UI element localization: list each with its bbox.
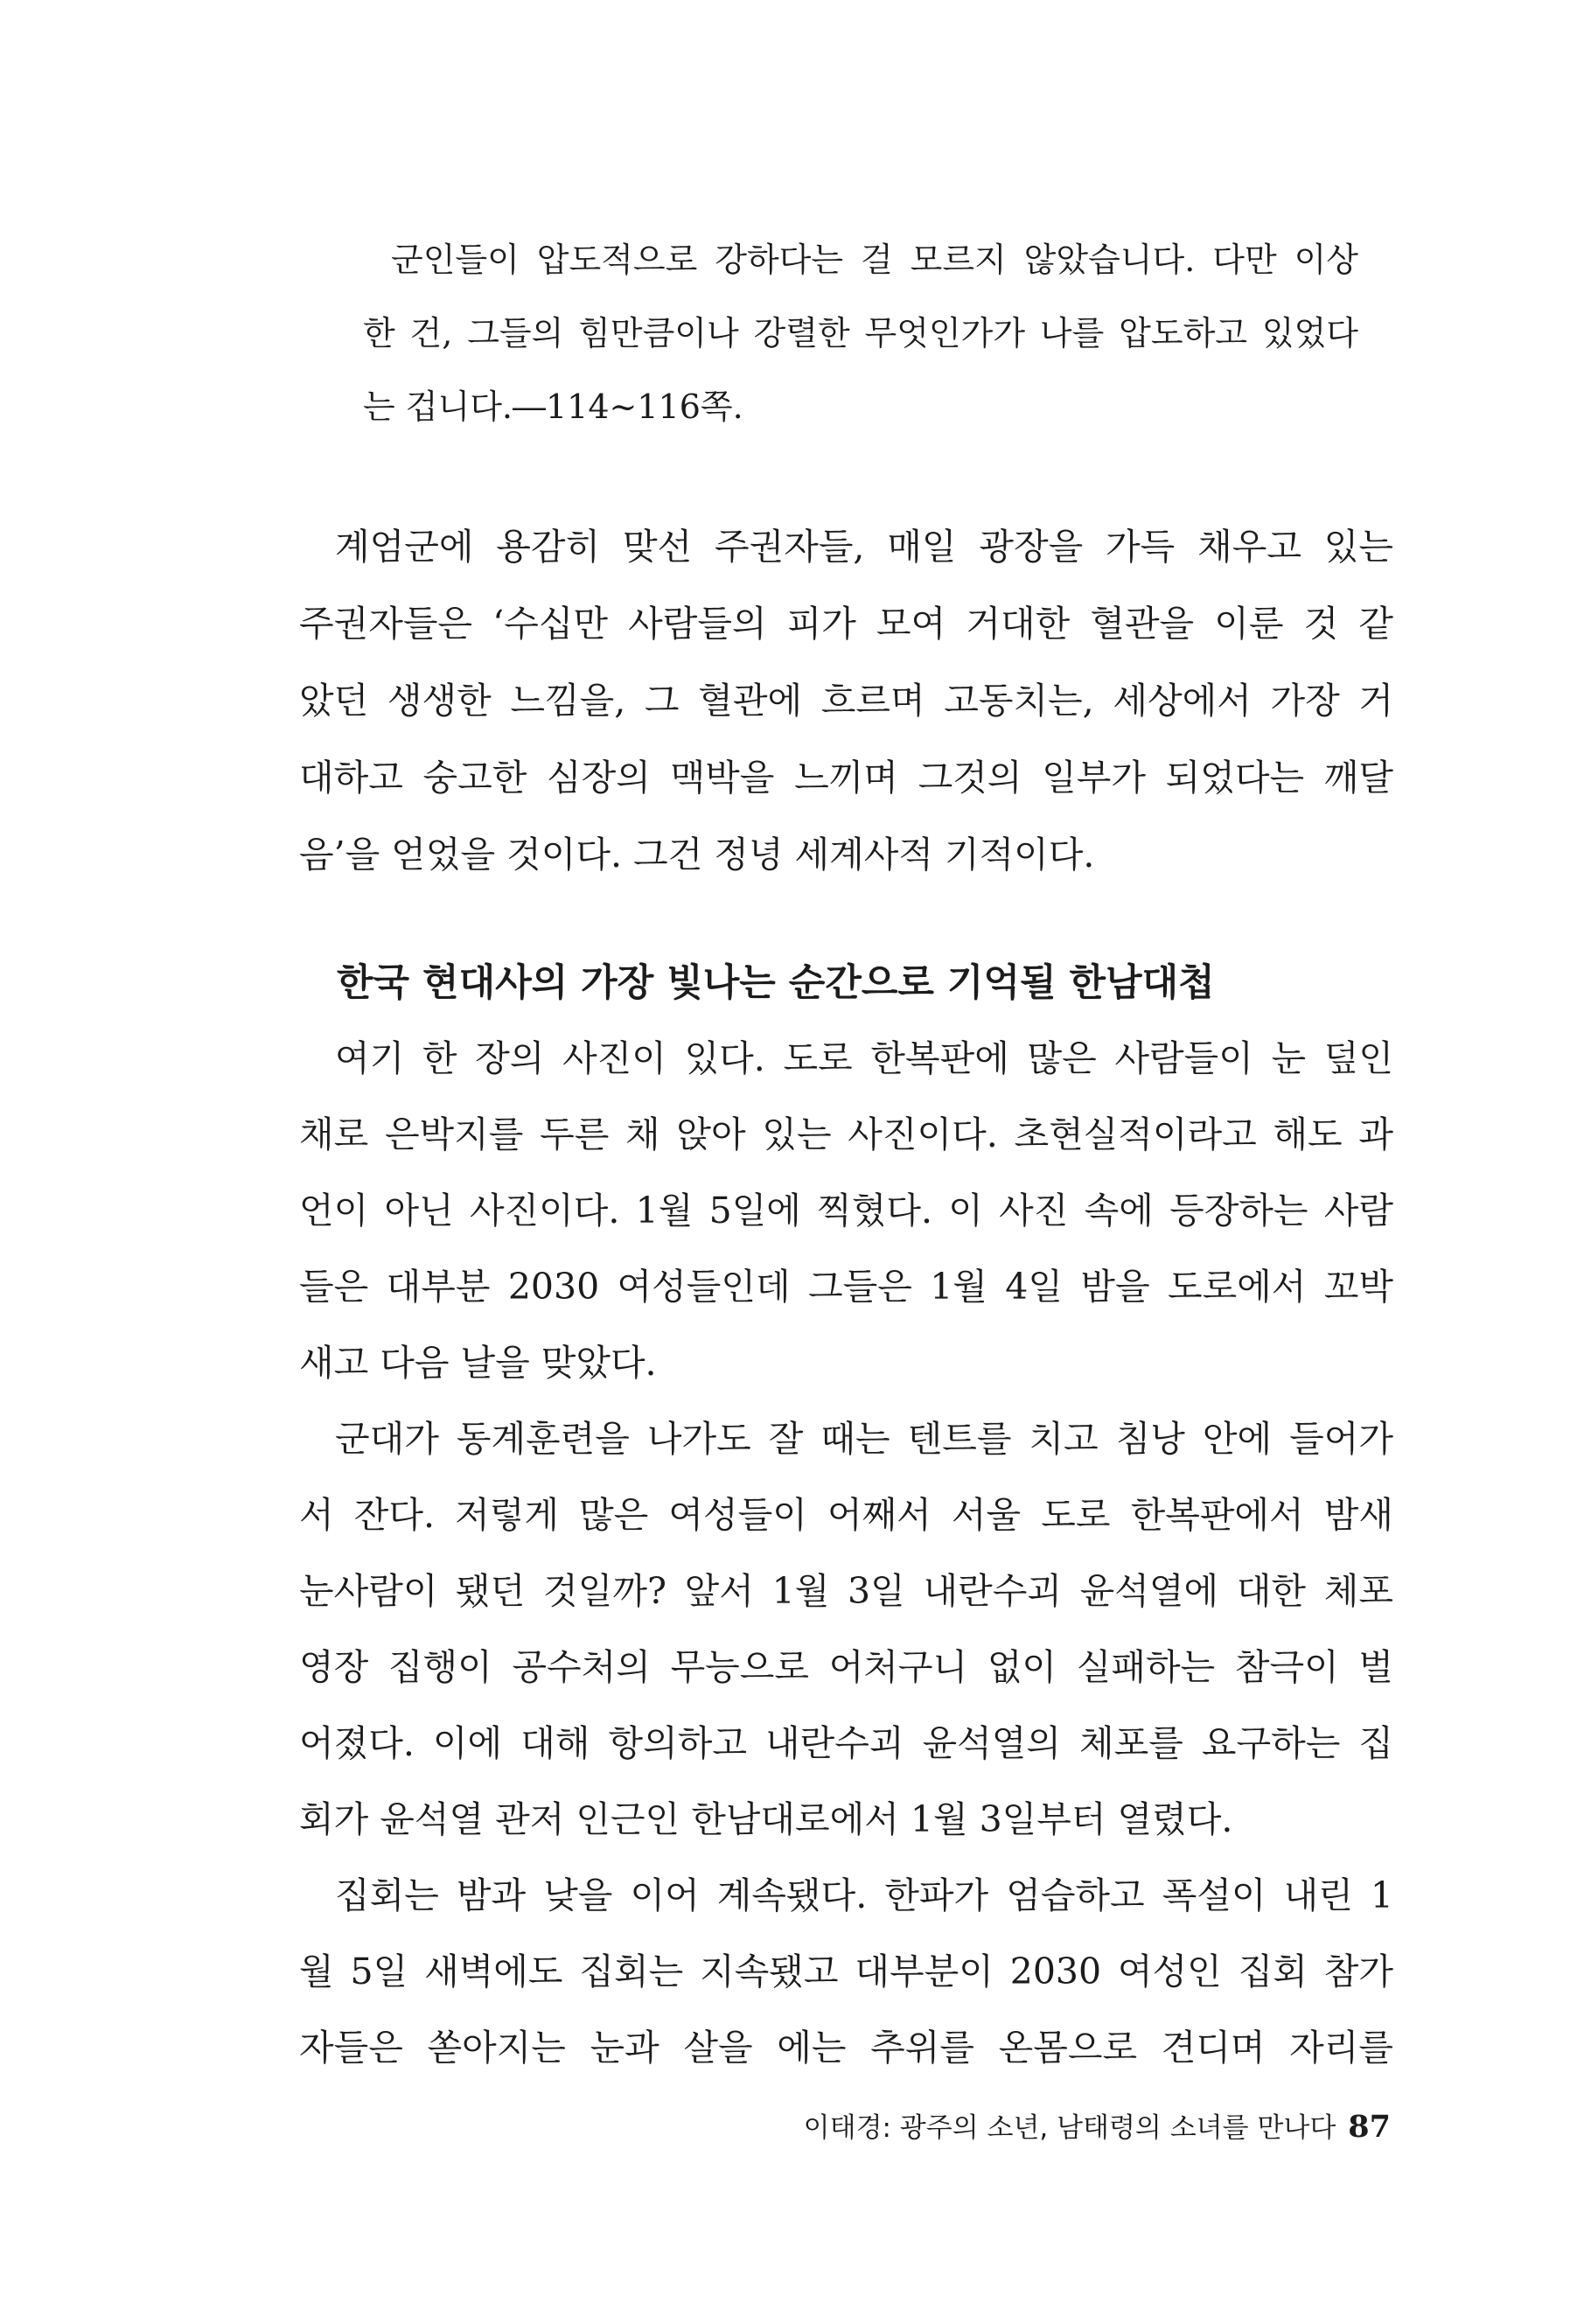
paragraph-line: 들은 대부분 2030 여성들인데 그들은 1월 4일 밤을 도로에서 꼬박 <box>299 1266 1393 1308</box>
paragraph-line: 군대가 동계훈련을 나가도 잘 때는 텐트를 치고 침낭 안에 들어가 <box>335 1418 1393 1460</box>
paragraph-line: 영장 집행이 공수처의 무능으로 어처구니 없이 실패하는 참극이 벌 <box>299 1646 1393 1688</box>
paragraph-line: 새고 다음 날을 맞았다. <box>299 1342 657 1384</box>
quote-line: 군인들이 압도적으로 강하다는 걸 모르지 않았습니다. 다만 이상 <box>391 241 1358 279</box>
page-number: 87 <box>1348 2109 1391 2145</box>
paragraph-line: 주권자들은 ‘수십만 사람들의 피가 모여 거대한 혈관을 이룬 것 같 <box>299 603 1393 645</box>
section-heading: 한국 현대사의 가장 빛나는 순간으로 기억될 한남대첩 <box>337 961 1215 1005</box>
paragraph-line: 여기 한 장의 사진이 있다. 도로 한복판에 많은 사람들이 눈 덮인 <box>335 1037 1393 1079</box>
page-footer <box>804 2110 1391 2146</box>
paragraph-line: 어졌다. 이에 대해 항의하고 내란수괴 윤석열의 체포를 요구하는 집 <box>299 1722 1393 1764</box>
paragraph-line: 언이 아닌 사진이다. 1월 5일에 찍혔다. 이 사진 속에 등장하는 사람 <box>299 1190 1393 1232</box>
paragraph-line: 월 5일 새벽에도 집회는 지속됐고 대부분이 2030 여성인 집회 참가 <box>299 1951 1393 1992</box>
paragraph-line: 음’을 얻었을 것이다. 그건 정녕 세계사적 기적이다. <box>299 834 1095 876</box>
paragraph-line: 회가 윤석열 관저 인근인 한남대로에서 1월 3일부터 열렸다. <box>299 1798 1233 1840</box>
paragraph-line: 채로 은박지를 두른 채 앉아 있는 사진이다. 초현실적이라고 해도 과 <box>299 1113 1393 1155</box>
paragraph-line: 집회는 밤과 낮을 이어 계속됐다. 한파가 엄습하고 폭설이 내린 1 <box>335 1874 1393 1916</box>
running-title: 이태경: 광주의 소년, 남태령의 소녀를 만나다 <box>803 2112 1336 2144</box>
paragraph-line: 서 잔다. 저렇게 많은 여성들이 어째서 서울 도로 한복판에서 밤새 <box>299 1494 1393 1536</box>
paragraph-line: 자들은 쏟아지는 눈과 살을 에는 추위를 온몸으로 견디며 자리를 <box>299 2027 1393 2069</box>
quote-line: 한 건, 그들의 힘만큼이나 강렬한 무엇인가가 나를 압도하고 있었다 <box>363 314 1358 352</box>
paragraph-line: 눈사람이 됐던 것일까? 앞서 1월 3일 내란수괴 윤석열에 대한 체포 <box>299 1570 1393 1612</box>
paragraph-line: 계엄군에 용감히 맞선 주권자들, 매일 광장을 가득 채우고 있는 <box>335 526 1393 568</box>
quote-line: 는 겁니다.―114~116쪽. <box>363 387 743 426</box>
paragraph-line: 았던 생생한 느낌을, 그 혈관에 흐르며 고동치는, 세상에서 가장 거 <box>299 680 1393 722</box>
paragraph-line: 대하고 숭고한 심장의 맥박을 느끼며 그것의 일부가 되었다는 깨달 <box>299 757 1393 799</box>
